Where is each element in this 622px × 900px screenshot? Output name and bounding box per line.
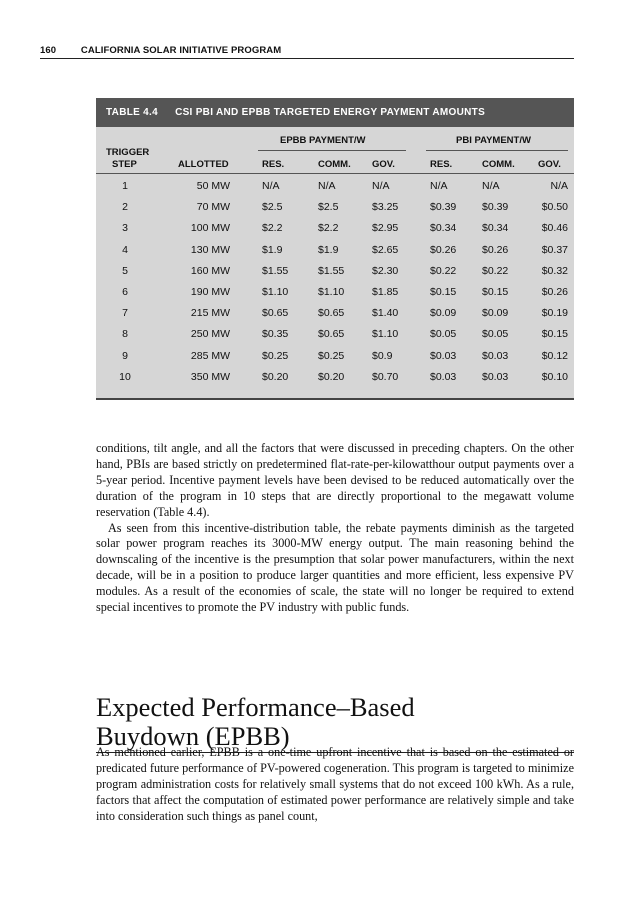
- cell-epbb-gov: $1.85: [372, 285, 399, 298]
- cell-allotted: 50 MW: [196, 180, 230, 192]
- cell-allotted: 350 MW: [190, 370, 230, 383]
- section-heading-line: Expected Performance–Based: [96, 691, 415, 722]
- header-epbb-gov: GOV.: [372, 159, 395, 170]
- cell-pbi-gov: N/A: [550, 180, 568, 192]
- cell-epbb-comm: $0.20: [318, 370, 345, 383]
- cell-epbb-res: $0.20: [262, 370, 289, 383]
- table-row: [96, 240, 574, 261]
- pbi-group-rule: [426, 150, 568, 151]
- cell-epbb-res: $1.9: [262, 243, 283, 256]
- cell-step: 2: [122, 201, 128, 214]
- cell-epbb-res: $1.55: [262, 264, 289, 277]
- table-row: [96, 282, 574, 303]
- cell-step: 7: [122, 307, 128, 320]
- cell-epbb-comm: $1.55: [318, 264, 345, 277]
- header-epbb-group: EPBB PAYMENT/W: [280, 135, 366, 146]
- cell-pbi-res: $0.22: [430, 264, 457, 277]
- cell-pbi-res: N/A: [430, 180, 448, 192]
- header-epbb-res: RES.: [262, 159, 285, 170]
- cell-epbb-gov: $3.25: [372, 201, 399, 214]
- cell-allotted: 130 MW: [190, 243, 230, 256]
- cell-allotted: 190 MW: [190, 285, 230, 298]
- cell-pbi-res: $0.03: [430, 349, 457, 362]
- table-header: [96, 127, 574, 174]
- header-pbi-comm: COMM.: [482, 159, 515, 170]
- header-allotted: ALLOTTED: [178, 159, 229, 170]
- cell-pbi-comm: $0.15: [482, 285, 509, 298]
- paragraph: As mentioned earlier, EPBB is a one-time upfront incentive that is based on the estimated or predicated future performance of PV-powered cogeneration. This program is targeted to minimize program administration costs for relatively small systems that do not exceed 100 kWh. As a rule, factors that affect the computation of estimated power performance are relatively simple and take into consideration such things as panel count,: [96, 745, 574, 823]
- table-row: [96, 346, 574, 367]
- cell-allotted: 250 MW: [190, 328, 230, 341]
- cell-pbi-comm: $0.05: [482, 328, 509, 341]
- book-title: CALIFORNIA SOLAR INITIATIVE PROGRAM: [80, 45, 282, 56]
- table-row: [96, 367, 574, 388]
- cell-pbi-res: $0.05: [430, 328, 457, 341]
- cell-pbi-gov: $0.50: [541, 201, 568, 214]
- section-heading-line: Buydown (EPBB): [96, 720, 290, 751]
- cell-allotted: 285 MW: [190, 349, 230, 362]
- cell-pbi-gov: $0.10: [541, 370, 568, 383]
- cell-pbi-res: $0.03: [430, 370, 457, 383]
- table-row: [96, 176, 574, 197]
- table-title-bar: [96, 98, 574, 127]
- cell-allotted: 215 MW: [190, 307, 230, 320]
- cell-pbi-gov: $0.46: [541, 222, 568, 235]
- body-paragraphs: [96, 441, 574, 616]
- cell-epbb-comm: N/A: [318, 180, 336, 192]
- cell-pbi-comm: $0.39: [482, 201, 509, 214]
- cell-epbb-comm: $0.25: [318, 349, 345, 362]
- cell-pbi-gov: $0.15: [541, 328, 568, 341]
- paragraph: As seen from this incentive-distribution table, the rebate payments diminish as the targeted solar power program reaches its 3000-MW energy output. The main reasoning behind the downscaling of the incentive is the presumption that solar power manufacturers, within the next decade, will be in a position to produce larger quantities and more efficient, less expensive PV modules. As a result of the economies of scale, the state will no longer be required to extend special incentives to promote the PV industry with public funds.: [96, 520, 574, 615]
- cell-pbi-gov: $0.19: [541, 307, 568, 320]
- cell-step: 9: [122, 349, 128, 362]
- cell-step: 8: [122, 328, 128, 341]
- cell-pbi-res: $0.15: [430, 285, 457, 298]
- header-pbi-res: RES.: [430, 159, 453, 170]
- cell-epbb-comm: $1.10: [318, 285, 345, 298]
- cell-pbi-gov: $0.37: [541, 243, 568, 256]
- table-title: CSI PBI AND EPBB TARGETED ENERGY PAYMENT AMOUNTS: [175, 107, 486, 118]
- cell-epbb-gov: $0.70: [372, 370, 399, 383]
- cell-allotted: 70 MW: [196, 201, 230, 214]
- cell-step: 5: [122, 264, 128, 277]
- cell-pbi-gov: $0.32: [541, 264, 568, 277]
- cell-epbb-gov: N/A: [372, 180, 390, 192]
- cell-epbb-res: $0.65: [262, 307, 289, 320]
- cell-pbi-res: $0.09: [430, 307, 457, 320]
- cell-epbb-comm: $0.65: [318, 307, 345, 320]
- cell-pbi-gov: $0.26: [541, 285, 568, 298]
- cell-step: 4: [122, 243, 128, 256]
- table-row: [96, 324, 574, 345]
- cell-epbb-comm: $2.2: [318, 222, 339, 235]
- table-body: [96, 176, 574, 388]
- cell-epbb-res: $0.25: [262, 349, 289, 362]
- cell-pbi-res: $0.26: [430, 243, 457, 256]
- cell-allotted: 160 MW: [190, 264, 230, 277]
- cell-pbi-comm: $0.26: [482, 243, 509, 256]
- cell-allotted: 100 MW: [190, 222, 230, 235]
- cell-step: 1: [122, 180, 128, 192]
- cell-pbi-comm: $0.22: [482, 264, 509, 277]
- cell-pbi-comm: $0.34: [482, 222, 509, 235]
- epbb-group-rule: [258, 150, 406, 151]
- cell-step: 6: [122, 285, 128, 298]
- cell-step: 10: [119, 370, 131, 383]
- cell-pbi-res: $0.34: [430, 222, 457, 235]
- cell-epbb-comm: $0.65: [318, 328, 345, 341]
- cell-epbb-gov: $0.9: [372, 349, 393, 362]
- cell-pbi-comm: $0.03: [482, 370, 509, 383]
- cell-pbi-comm: N/A: [482, 180, 500, 192]
- cell-epbb-res: $2.2: [262, 222, 283, 235]
- cell-pbi-res: $0.39: [430, 201, 457, 214]
- cell-epbb-res: $0.35: [262, 328, 289, 341]
- cell-epbb-comm: $1.9: [318, 243, 339, 256]
- cell-epbb-comm: $2.5: [318, 201, 339, 214]
- cell-epbb-res: $2.5: [262, 201, 283, 214]
- cell-pbi-comm: $0.09: [482, 307, 509, 320]
- table-row: [96, 261, 574, 282]
- running-head: [40, 45, 574, 59]
- cell-epbb-gov: $1.10: [372, 328, 399, 341]
- header-step: STEP: [112, 159, 137, 170]
- cell-epbb-gov: $2.65: [372, 243, 399, 256]
- page-number: 160: [40, 45, 57, 56]
- cell-epbb-gov: $2.30: [372, 264, 399, 277]
- section-heading: [96, 693, 574, 753]
- table-row: [96, 218, 574, 239]
- table-number: TABLE 4.4: [106, 107, 158, 118]
- payment-table: [96, 98, 574, 400]
- header-trigger: TRIGGER: [106, 147, 150, 158]
- header-epbb-comm: COMM.: [318, 159, 351, 170]
- cell-step: 3: [122, 222, 128, 235]
- cell-epbb-res: $1.10: [262, 285, 289, 298]
- cell-epbb-res: N/A: [262, 180, 280, 192]
- header-pbi-gov: GOV.: [538, 159, 561, 170]
- table-row: [96, 303, 574, 324]
- section-body: [96, 745, 574, 825]
- header-pbi-group: PBI PAYMENT/W: [456, 135, 531, 146]
- cell-epbb-gov: $1.40: [372, 307, 399, 320]
- cell-pbi-comm: $0.03: [482, 349, 509, 362]
- paragraph: conditions, tilt angle, and all the factors that were discussed in preceding chapters. On the other hand, PBIs are based strictly on predetermined flat-rate-per-kilowatthour output payments over a 5-year period. Incentive payment levels have been devised to be reduced automatically over the duration of the program in 10 steps that are directly proportional to the megawatt volume reservation (Table 4.4).: [96, 441, 574, 519]
- cell-pbi-gov: $0.12: [541, 349, 568, 362]
- table-row: [96, 197, 574, 218]
- cell-epbb-gov: $2.95: [372, 222, 399, 235]
